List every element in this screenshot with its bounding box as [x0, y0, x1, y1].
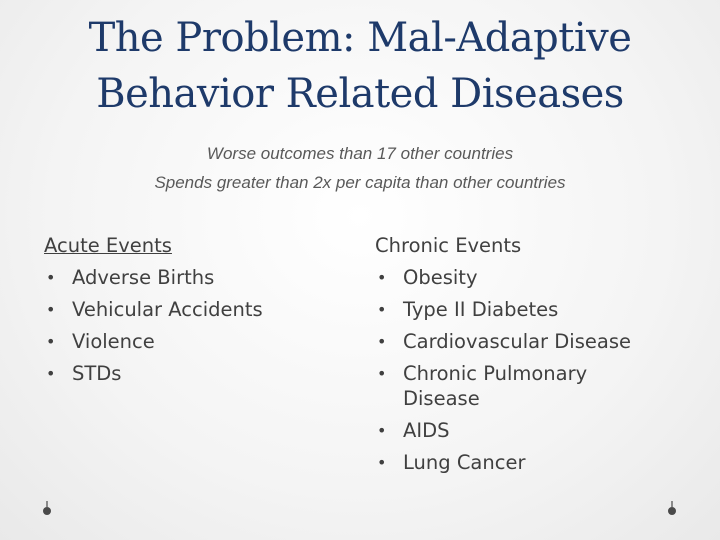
bullet-icon: •: [377, 332, 387, 351]
list-item: [375, 358, 705, 415]
list-item: [44, 294, 344, 326]
list-item-label-continued: Disease: [403, 387, 480, 410]
bullet-icon: •: [46, 268, 56, 287]
list-item: [375, 326, 705, 358]
subtitle-line-2: Spends greater than 2x per capita than other countries: [154, 173, 566, 192]
bullet-icon: •: [377, 453, 387, 472]
list-item-label: Cardiovascular Disease: [403, 330, 631, 353]
title-line-1: The Problem: Mal-Adaptive: [88, 15, 632, 61]
title-line-2: Behavior Related Diseases: [96, 71, 624, 117]
list-item: [44, 262, 344, 294]
list-item: [375, 262, 705, 294]
bullet-icon: •: [377, 421, 387, 440]
list-item: [44, 358, 344, 390]
chronic-events-list: [375, 262, 705, 479]
list-item: [375, 415, 705, 447]
list-item-label: Lung Cancer: [403, 451, 526, 474]
bullet-icon: •: [46, 364, 56, 383]
slide-subtitle: [40, 139, 680, 197]
list-item-label: Vehicular Accidents: [72, 298, 263, 321]
list-item-label: Violence: [72, 330, 155, 353]
bullet-icon: •: [46, 332, 56, 351]
chronic-events-column: [375, 230, 705, 479]
bullet-icon: •: [46, 300, 56, 319]
acute-events-heading: Acute Events: [44, 234, 172, 257]
decorative-dot-left-icon: [43, 507, 51, 515]
list-item-label: Type II Diabetes: [403, 298, 559, 321]
slide-title: [20, 10, 700, 122]
acute-events-list: [44, 262, 344, 390]
list-item: [375, 447, 705, 479]
list-item-label: STDs: [72, 362, 122, 385]
list-item-label: Chronic Pulmonary: [403, 362, 588, 385]
list-item: [44, 326, 344, 358]
bullet-icon: •: [377, 268, 387, 287]
chronic-events-heading: Chronic Events: [375, 234, 522, 257]
list-item-label: Adverse Births: [72, 266, 215, 289]
bullet-icon: •: [377, 300, 387, 319]
list-item: [375, 294, 705, 326]
acute-events-column: [44, 230, 344, 390]
list-item-label: Obesity: [403, 266, 478, 289]
bullet-icon: •: [377, 364, 387, 383]
subtitle-line-1: Worse outcomes than 17 other countries: [206, 144, 514, 163]
list-item-label: AIDS: [403, 419, 450, 442]
decorative-dot-right-icon: [668, 507, 676, 515]
